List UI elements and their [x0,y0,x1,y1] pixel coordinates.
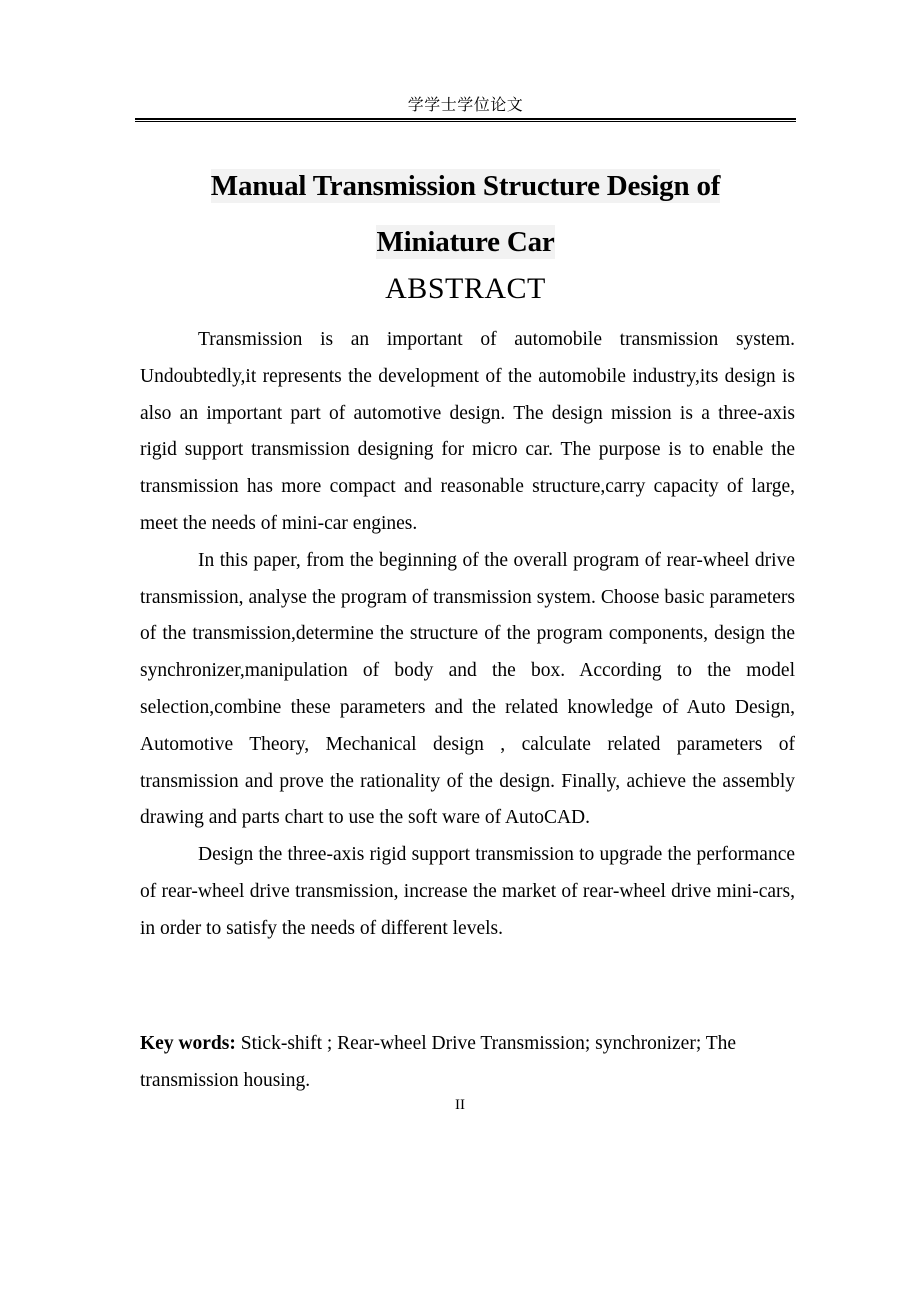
title-line-1-text: Manual Transmission Structure Design of [210,170,721,202]
abstract-paragraph-1: Transmission is an important of automobile transmission system. Undoubtedly,it represents the development of the automobile industry,its design is also an important part of automotive design. The design mission is a three-axis rigid support transmission designing for micro car. The purpose is to enable the transmission has more compact and reasonable structure,carry capacity of large, meet the needs of mini-car engines. [140,329,795,534]
abstract-paragraph-3: Design the three-axis rigid support transmission to upgrade the performance of rear-wheel drive transmission, increase the market of rear-wheel drive mini-cars, in order to satisfy the needs of different levels. [140,844,795,939]
header-double-rule [135,118,796,122]
running-header-title: 学学士学位论文 [407,97,524,114]
title-line-1 [140,158,791,214]
keywords-label: Key words: [140,1033,236,1054]
abstract-paragraph-2: In this paper, from the beginning of the overall program of rear-wheel drive transmission, analyse the program of transmission system. Choose basic parameters of the transmission,determine the structure of the program components, design the synchronizer,manipulation of body and the box. According to the model selection,combine these parameters and the related knowledge of Auto Design, Automotive Theory, Mechanical design , calculate related parameters of transmission and prove the rationality of the design. Finally, achieve the assembly drawing and parts chart to use the soft ware of AutoCAD. [140,549,795,829]
page-title [140,158,791,270]
keywords-block [140,1025,795,1099]
keywords-value: Stick-shift ; Rear-wheel Drive Transmission; synchronizer; The transmission housing. [140,1033,737,1091]
page-number: II [455,1097,465,1113]
title-line-2-text: Miniature Car [376,226,555,258]
abstract-heading: ABSTRACT [385,272,546,305]
abstract-body [140,322,795,948]
page-header [135,96,796,122]
title-line-2 [140,214,791,270]
